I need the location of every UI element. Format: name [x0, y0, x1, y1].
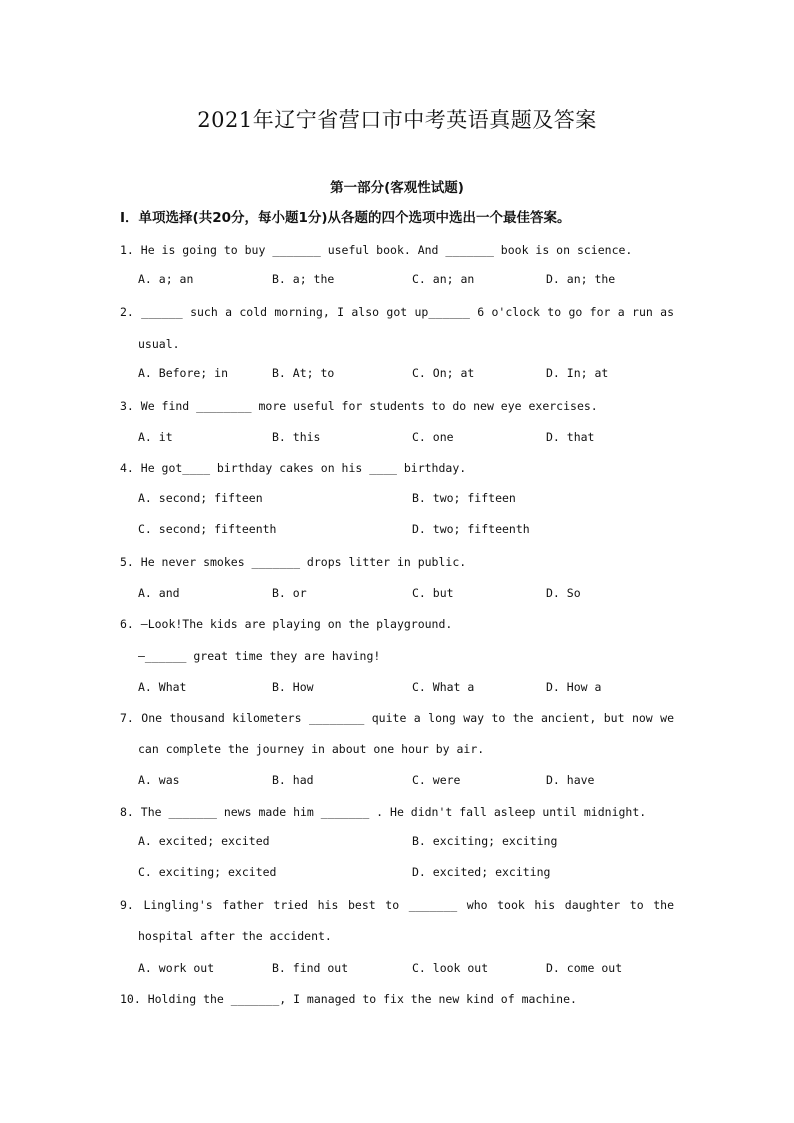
question-3-option-a: A. it	[138, 430, 173, 444]
question-6-option-c: C. What a	[412, 680, 475, 694]
question-3-stem: 3. We find ________ more useful for students to do new eye exercises.	[120, 399, 598, 413]
question-7-option-a: A. was	[138, 773, 180, 787]
question-7-stem: 7. One thousand kilometers ________ quite a long way to the ancient, but now we	[120, 711, 674, 725]
question-5-stem: 5. He never smokes _______ drops litter in public.	[120, 555, 467, 569]
question-6-continuation: —______ great time they are having!	[138, 649, 381, 663]
question-5-option-a: A. and	[138, 586, 180, 600]
question-1-option-a: A. a; an	[138, 272, 194, 286]
question-5-option-d: D. So	[546, 586, 581, 600]
question-3-option-c: C. one	[412, 430, 454, 444]
question-8-option-d: D. excited; exciting	[412, 865, 551, 879]
question-7-option-d: D. have	[546, 773, 595, 787]
question-8-option-c: C. exciting; excited	[138, 865, 277, 879]
question-1-stem: 1. He is going to buy _______ useful book. And _______ book is on science.	[120, 243, 633, 257]
question-4-option-a: A. second; fifteen	[138, 491, 263, 505]
question-4-option-d: D. two; fifteenth	[412, 522, 530, 536]
question-6-option-d: D. How a	[546, 680, 602, 694]
question-4-stem: 4. He got____ birthday cakes on his ____ birthday.	[120, 461, 467, 475]
question-7-option-c: C. were	[412, 773, 461, 787]
question-9-stem: 9. Lingling's father tried his best to _______ who took his daughter to the	[120, 898, 674, 912]
question-7-continuation: can complete the journey in about one hour by air.	[138, 742, 485, 756]
question-2-option-d: D. In; at	[546, 366, 609, 380]
question-1-option-d: D. an; the	[546, 272, 616, 286]
page-title: 2021年辽宁省营口市中考英语真题及答案	[197, 108, 597, 132]
question-8-stem: 8. The _______ news made him _______ . He didn't fall asleep until midnight.	[120, 805, 647, 819]
question-7-option-b: B. had	[272, 773, 314, 787]
question-8-option-a: A. excited; excited	[138, 834, 270, 848]
instruction-text: Ⅰ．单项选择(共20分，每小题1分)从各题的四个选项中选出一个最佳答案。	[120, 210, 571, 226]
section-heading: 第一部分(客观性试题)	[330, 180, 464, 196]
question-9-option-a: A. work out	[138, 961, 215, 975]
question-9-option-c: C. look out	[412, 961, 489, 975]
question-2-option-a: A. Before; in	[138, 366, 229, 380]
question-2-option-c: C. On; at	[412, 366, 475, 380]
question-6-stem: 6. —Look!The kids are playing on the playground.	[120, 617, 453, 631]
question-2-continuation: usual.	[138, 337, 180, 351]
question-8-option-b: B. exciting; exciting	[412, 834, 558, 848]
question-3-option-b: B. this	[272, 430, 321, 444]
question-6-option-b: B. How	[272, 680, 314, 694]
question-6-option-a: A. What	[138, 680, 187, 694]
question-10-stem: 10. Holding the _______, I managed to fix the new kind of machine.	[120, 992, 577, 1006]
question-4-option-b: B. two; fifteen	[412, 491, 516, 505]
question-2-option-b: B. At; to	[272, 366, 335, 380]
question-9-option-d: D. come out	[546, 961, 623, 975]
question-1-option-c: C. an; an	[412, 272, 475, 286]
question-2-stem: 2. ______ such a cold morning, I also got up______ 6 o'clock to go for a run as	[120, 305, 674, 319]
question-5-option-b: B. or	[272, 586, 307, 600]
question-3-option-d: D. that	[546, 430, 595, 444]
question-1-option-b: B. a; the	[272, 272, 335, 286]
question-9-option-b: B. find out	[272, 961, 349, 975]
question-5-option-c: C. but	[412, 586, 454, 600]
question-9-continuation: hospital after the accident.	[138, 929, 332, 943]
question-4-option-c: C. second; fifteenth	[138, 522, 277, 536]
